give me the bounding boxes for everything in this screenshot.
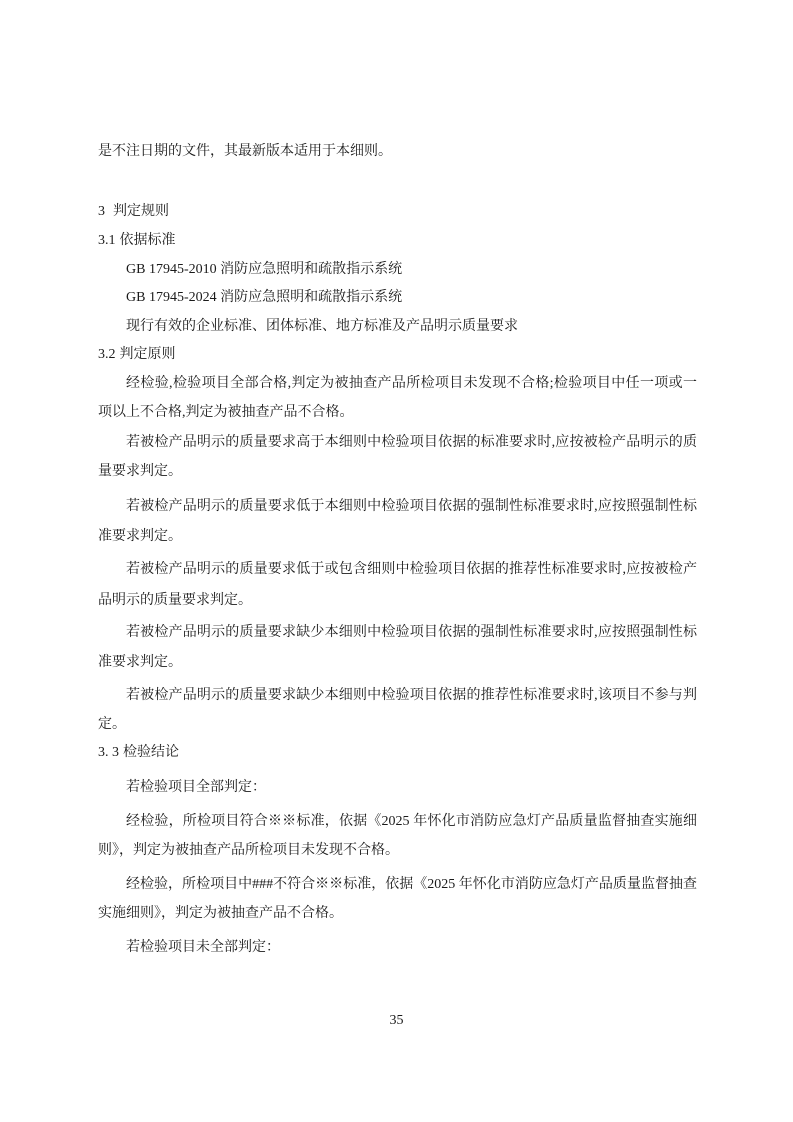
paragraph-line: 经检验,检验项目全部合格,判定为被抽查产品所检项目未发现不合格;检验项目中任一项或一 <box>126 376 697 391</box>
paragraph-line: 实施细则》，判定为被抽查产品不合格。 <box>98 906 343 921</box>
paragraph-line: 若被检产品明示的质量要求低于本细则中检验项目依据的强制性标准要求时,应按照强制性标 <box>126 499 697 514</box>
subsection-3-3-heading <box>98 745 179 761</box>
subsection-number: 3.1 <box>98 233 116 248</box>
paragraph-line: 则》，判定为被抽查产品所检项目未发现不合格。 <box>98 843 399 858</box>
paragraph-line: 若被检产品明示的质量要求低于或包含细则中检验项目依据的推荐性标准要求时,应按被检产 <box>126 562 697 577</box>
paragraph-line: 准要求判定。 <box>98 529 182 544</box>
case-all-judged-label: 若检验项目全部判定： <box>126 780 266 795</box>
paragraph-line: 准要求判定。 <box>98 655 182 670</box>
paragraph-line: 若被检产品明示的质量要求高于本细则中检验项目依据的标准要求时,应按被检产品明示的质 <box>126 435 697 450</box>
paragraph-line: 品明示的质量要求判定。 <box>98 593 252 608</box>
section-3-heading <box>98 204 169 220</box>
paragraph-line: 经检验，所检项目中###不符合※※标准，依据《2025 年怀化市消防应急灯产品质量监督抽查 <box>126 877 697 892</box>
subsection-title: 检验结论 <box>123 745 179 760</box>
subsection-3-1-heading <box>98 233 176 249</box>
paragraph-line: 经检验，所检项目符合※※标准，依据《2025 年怀化市消防应急灯产品质量监督抽查实施细 <box>126 814 697 829</box>
continuation-line: 是不注日期的文件，其最新版本适用于本细则。 <box>98 144 392 159</box>
section-title: 判定规则 <box>113 204 169 219</box>
paragraph-line: 定。 <box>98 717 126 732</box>
paragraph-line: 若被检产品明示的质量要求缺少本细则中检验项目依据的强制性标准要求时,应按照强制性标 <box>126 625 697 640</box>
subsection-number: 3. 3 <box>98 745 119 760</box>
case-not-all-judged-label: 若检验项目未全部判定： <box>126 940 280 955</box>
subsection-title: 判定原则 <box>119 347 176 362</box>
standard-item: GB 17945-2024 消防应急照明和疏散指示系统 <box>126 290 403 305</box>
section-number: 3 <box>98 204 105 219</box>
paragraph-line: 量要求判定。 <box>98 464 182 479</box>
subsection-3-2-heading <box>98 347 176 363</box>
subsection-title: 依据标准 <box>119 233 176 248</box>
standard-item: 现行有效的企业标准、团体标准、地方标准及产品明示质量要求 <box>126 319 518 334</box>
paragraph-line: 项以上不合格,判定为被抽查产品不合格。 <box>98 405 354 420</box>
subsection-number: 3.2 <box>98 347 116 362</box>
standard-item: GB 17945-2010 消防应急照明和疏散指示系统 <box>126 262 403 277</box>
paragraph-line: 若被检产品明示的质量要求缺少本细则中检验项目依据的推荐性标准要求时,该项目不参与判 <box>126 688 697 703</box>
page-number: 35 <box>389 1013 404 1028</box>
